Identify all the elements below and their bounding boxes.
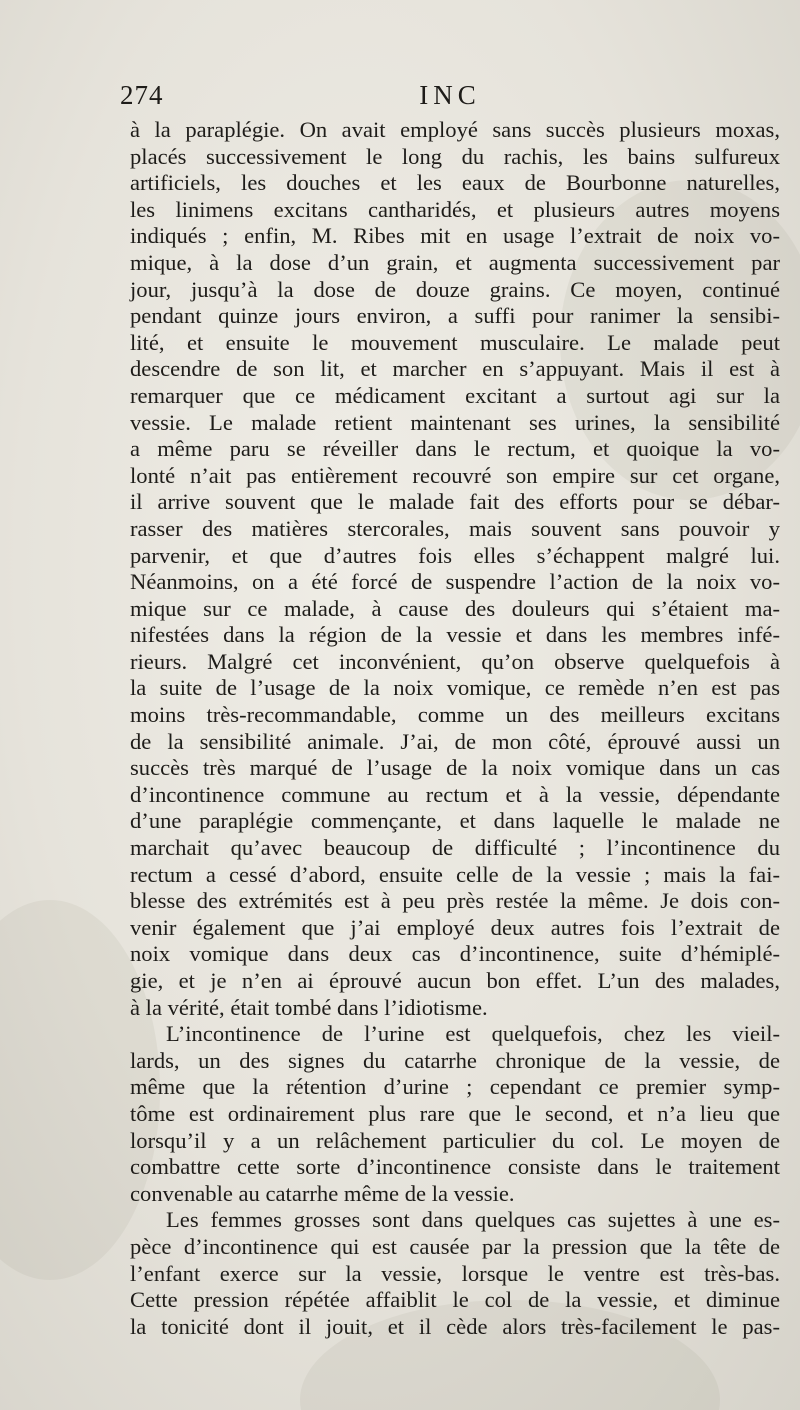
- text-line: lards, un des signes du catarrhe chronique de la vessie, de: [130, 1047, 780, 1073]
- text-line: remarquer que ce médicament excitant a surtout agi sur la: [130, 382, 780, 408]
- text-line: les linimens excitans cantharidés, et plusieurs autres moyens: [130, 196, 780, 222]
- text-line: L’incontinence de l’urine est quelquefois, chez les vieil-: [166, 1021, 780, 1047]
- text-line: mique sur ce malade, à cause des douleurs qui s’étaient ma-: [130, 595, 780, 621]
- text-line: rieurs. Malgré cet inconvénient, qu’on observe quelquefois à: [130, 648, 780, 674]
- text-line: gie, et je n’en ai éprouvé aucun bon effet. L’un des malades,: [130, 968, 780, 993]
- text-line: nifestées dans la région de la vessie et dans les membres infé-: [130, 622, 780, 648]
- text-line: vessie. Le malade retient maintenant ses urines, la sensibilité: [130, 409, 780, 435]
- text-line: placés successivement le long du rachis, les bains sulfureux: [130, 143, 780, 169]
- page-number: 274: [120, 80, 164, 110]
- text-line: d’une paraplégie commençante, et dans laquelle le malade ne: [130, 808, 780, 834]
- text-line: même que la rétention d’urine ; cependant ce premier symp-: [130, 1074, 780, 1100]
- text-line: la suite de l’usage de la noix vomique, ce remède n’en est pas: [130, 675, 780, 701]
- text-line: pèce d’incontinence qui est causée par la pression que la tête de: [130, 1233, 780, 1259]
- page-header: [120, 80, 780, 116]
- body-text: [130, 117, 780, 1340]
- text-line: convenable au catarrhe même de la vessie.: [130, 1180, 515, 1206]
- text-line: de la sensibilité animale. J’ai, de mon côté, éprouvé aussi un: [130, 728, 780, 754]
- text-line: parvenir, et que d’autres fois elles s’échappent malgré lui.: [130, 542, 780, 568]
- text-line: mique, à la dose d’un grain, et augmenta successivement par: [130, 249, 780, 275]
- text-line: l’enfant exerce sur la vessie, lorsque le ventre est très-bas.: [130, 1260, 780, 1286]
- text-line: rectum a cessé d’abord, ensuite celle de la vessie ; mais la fai-: [130, 861, 780, 887]
- text-line: moins très-recommandable, comme un des meilleurs excitans: [130, 702, 780, 728]
- text-line: la tonicité dont il jouit, et il cède alors très-facilement le pas-: [130, 1313, 780, 1339]
- text-line: indiqués ; enfin, M. Ribes mit en usage l’extrait de noix vo-: [130, 223, 780, 249]
- text-line: d’incontinence commune au rectum et à la vessie, dépendante: [130, 781, 780, 807]
- text-line: artificiels, les douches et les eaux de Bourbonne naturelles,: [130, 170, 780, 196]
- text-line: combattre cette sorte d’incontinence consiste dans le traitement: [130, 1154, 780, 1180]
- text-line: marchait qu’avec beaucoup de difficulté ; l’incontinence du: [130, 835, 780, 861]
- text-line: lité, et ensuite le mouvement musculaire. Le malade peut: [130, 329, 780, 355]
- text-line: succès très marqué de l’usage de la noix vomique dans un cas: [130, 755, 780, 781]
- running-head: INC: [419, 80, 481, 110]
- text-line: pendant quinze jours environ, a suffi pour ranimer la sensibi-: [130, 303, 780, 329]
- text-line: Cette pression répétée affaiblit le col de la vessie, et diminue: [130, 1287, 780, 1313]
- text-line: rasser des matières stercorales, mais souvent sans pouvoir y: [130, 515, 780, 541]
- text-line: jour, jusqu’à la dose de douze grains. Ce moyen, continué: [130, 276, 780, 302]
- text-line: à la vérité, était tombé dans l’idiotisme.: [130, 994, 488, 1020]
- text-line: tôme est ordinairement plus rare que le second, et n’a lieu que: [130, 1100, 780, 1126]
- text-line: blesse des extrémités est à peu près restée la même. Je dois con-: [130, 888, 780, 914]
- text-line: à la paraplégie. On avait employé sans succès plusieurs moxas,: [130, 117, 780, 142]
- text-line: Néanmoins, on a été forcé de suspendre l’action de la noix vo-: [130, 569, 780, 595]
- text-line: venir également que j’ai employé deux autres fois l’extrait de: [130, 914, 780, 940]
- text-line: Les femmes grosses sont dans quelques cas sujettes à une es-: [166, 1207, 780, 1233]
- text-line: noix vomique dans deux cas d’incontinence, suite d’hémiplé-: [130, 941, 780, 967]
- text-line: a même paru se réveiller dans le rectum, et quoique la vo-: [130, 436, 780, 462]
- text-line: lonté n’ait pas entièrement recouvré son empire sur cet organe,: [130, 462, 780, 488]
- text-line: lorsqu’il y a un relâchement particulier du col. Le moyen de: [130, 1127, 780, 1153]
- text-line: descendre de son lit, et marcher en s’appuyant. Mais il est à: [130, 356, 780, 382]
- text-line: il arrive souvent que le malade fait des efforts pour se débar-: [130, 489, 780, 515]
